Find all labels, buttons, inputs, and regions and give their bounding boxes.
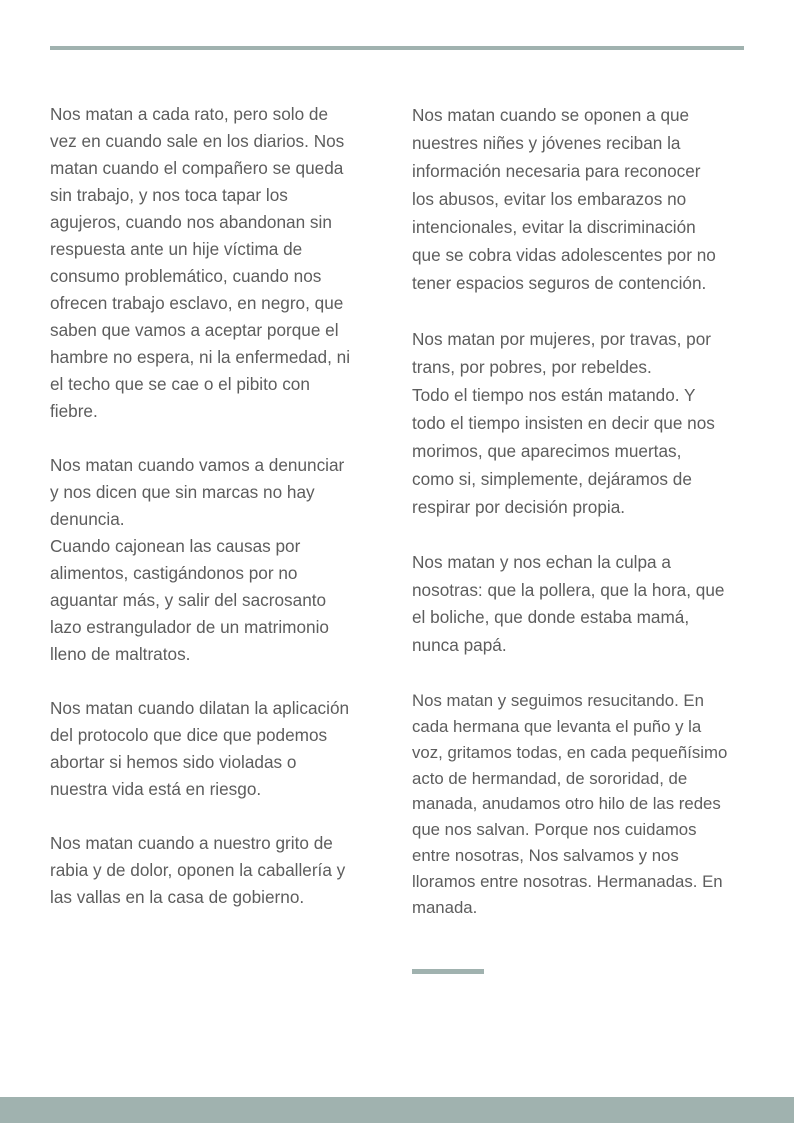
paragraph: Nos matan por mujeres, por travas, por trans, por pobres, por rebeldes. Todo el tiempo nos están matando. Y todo el tiempo insisten en decir que nos morimos, que aparecimos muertas, como si, simplemente, dejáramos de respirar por decisión propia.: [412, 329, 715, 517]
footer-band: [0, 1097, 794, 1123]
closing-divider: [412, 969, 484, 974]
paragraph: Nos matan cuando dilatan la aplicación del protocolo que dice que podemos abortar si hemos sido violadas o nuestra vida está en riesgo.: [50, 698, 350, 799]
right-column: [412, 101, 754, 921]
paragraph: Nos matan a cada rato, pero solo de vez en cuando sale en los diarios. Nos matan cuando el compañero se queda sin trabajo, y nos toca tapar los agujeros, cuando nos abandonan sin respuesta ante un hije víctima de consumo problemático, cuando nos ofrecen trabajo esclavo, en negro, que saben que vamos a aceptar porque el hambre no espera, ni la enfermedad, ni el techo que se cae o el pibito con fiebre.: [50, 104, 351, 421]
paragraph: Nos matan cuando se oponen a que nuestres niñes y jóvenes reciban la información necesaria para reconocer los abusos, evitar los embarazos no intencionales, evitar la discriminación que se cobra vidas adolescentes por no tener espacios seguros de contención.: [412, 105, 716, 293]
left-column: [50, 101, 382, 938]
top-divider: [50, 46, 744, 50]
paragraph: Nos matan y seguimos resucitando. En cada hermana que levanta el puño y la voz, gritamos todas, en cada pequeñísimo acto de hermandad, de sororidad, de manada, anudamos otro hilo de las redes que nos salvan. Porque nos cuidamos entre nosotras, Nos salvamos y nos lloramos entre nosotras. Hermanadas. En manada.: [412, 690, 728, 918]
paragraph: Nos matan cuando vamos a denunciar y nos dicen que sin marcas no hay denuncia. Cuando cajonean las causas por alimentos, castigándonos por no aguantar más, y salir del sacrosanto lazo estrangulador de un matrimonio lleno de maltratos.: [50, 455, 345, 664]
paragraph: Nos matan y nos echan la culpa a nosotras: que la pollera, que la hora, que el boliche, que donde estaba mamá, nunca papá.: [412, 552, 725, 656]
paragraph: Nos matan cuando a nuestro grito de rabia y de dolor, oponen la caballería y las vallas en la casa de gobierno.: [50, 833, 346, 907]
